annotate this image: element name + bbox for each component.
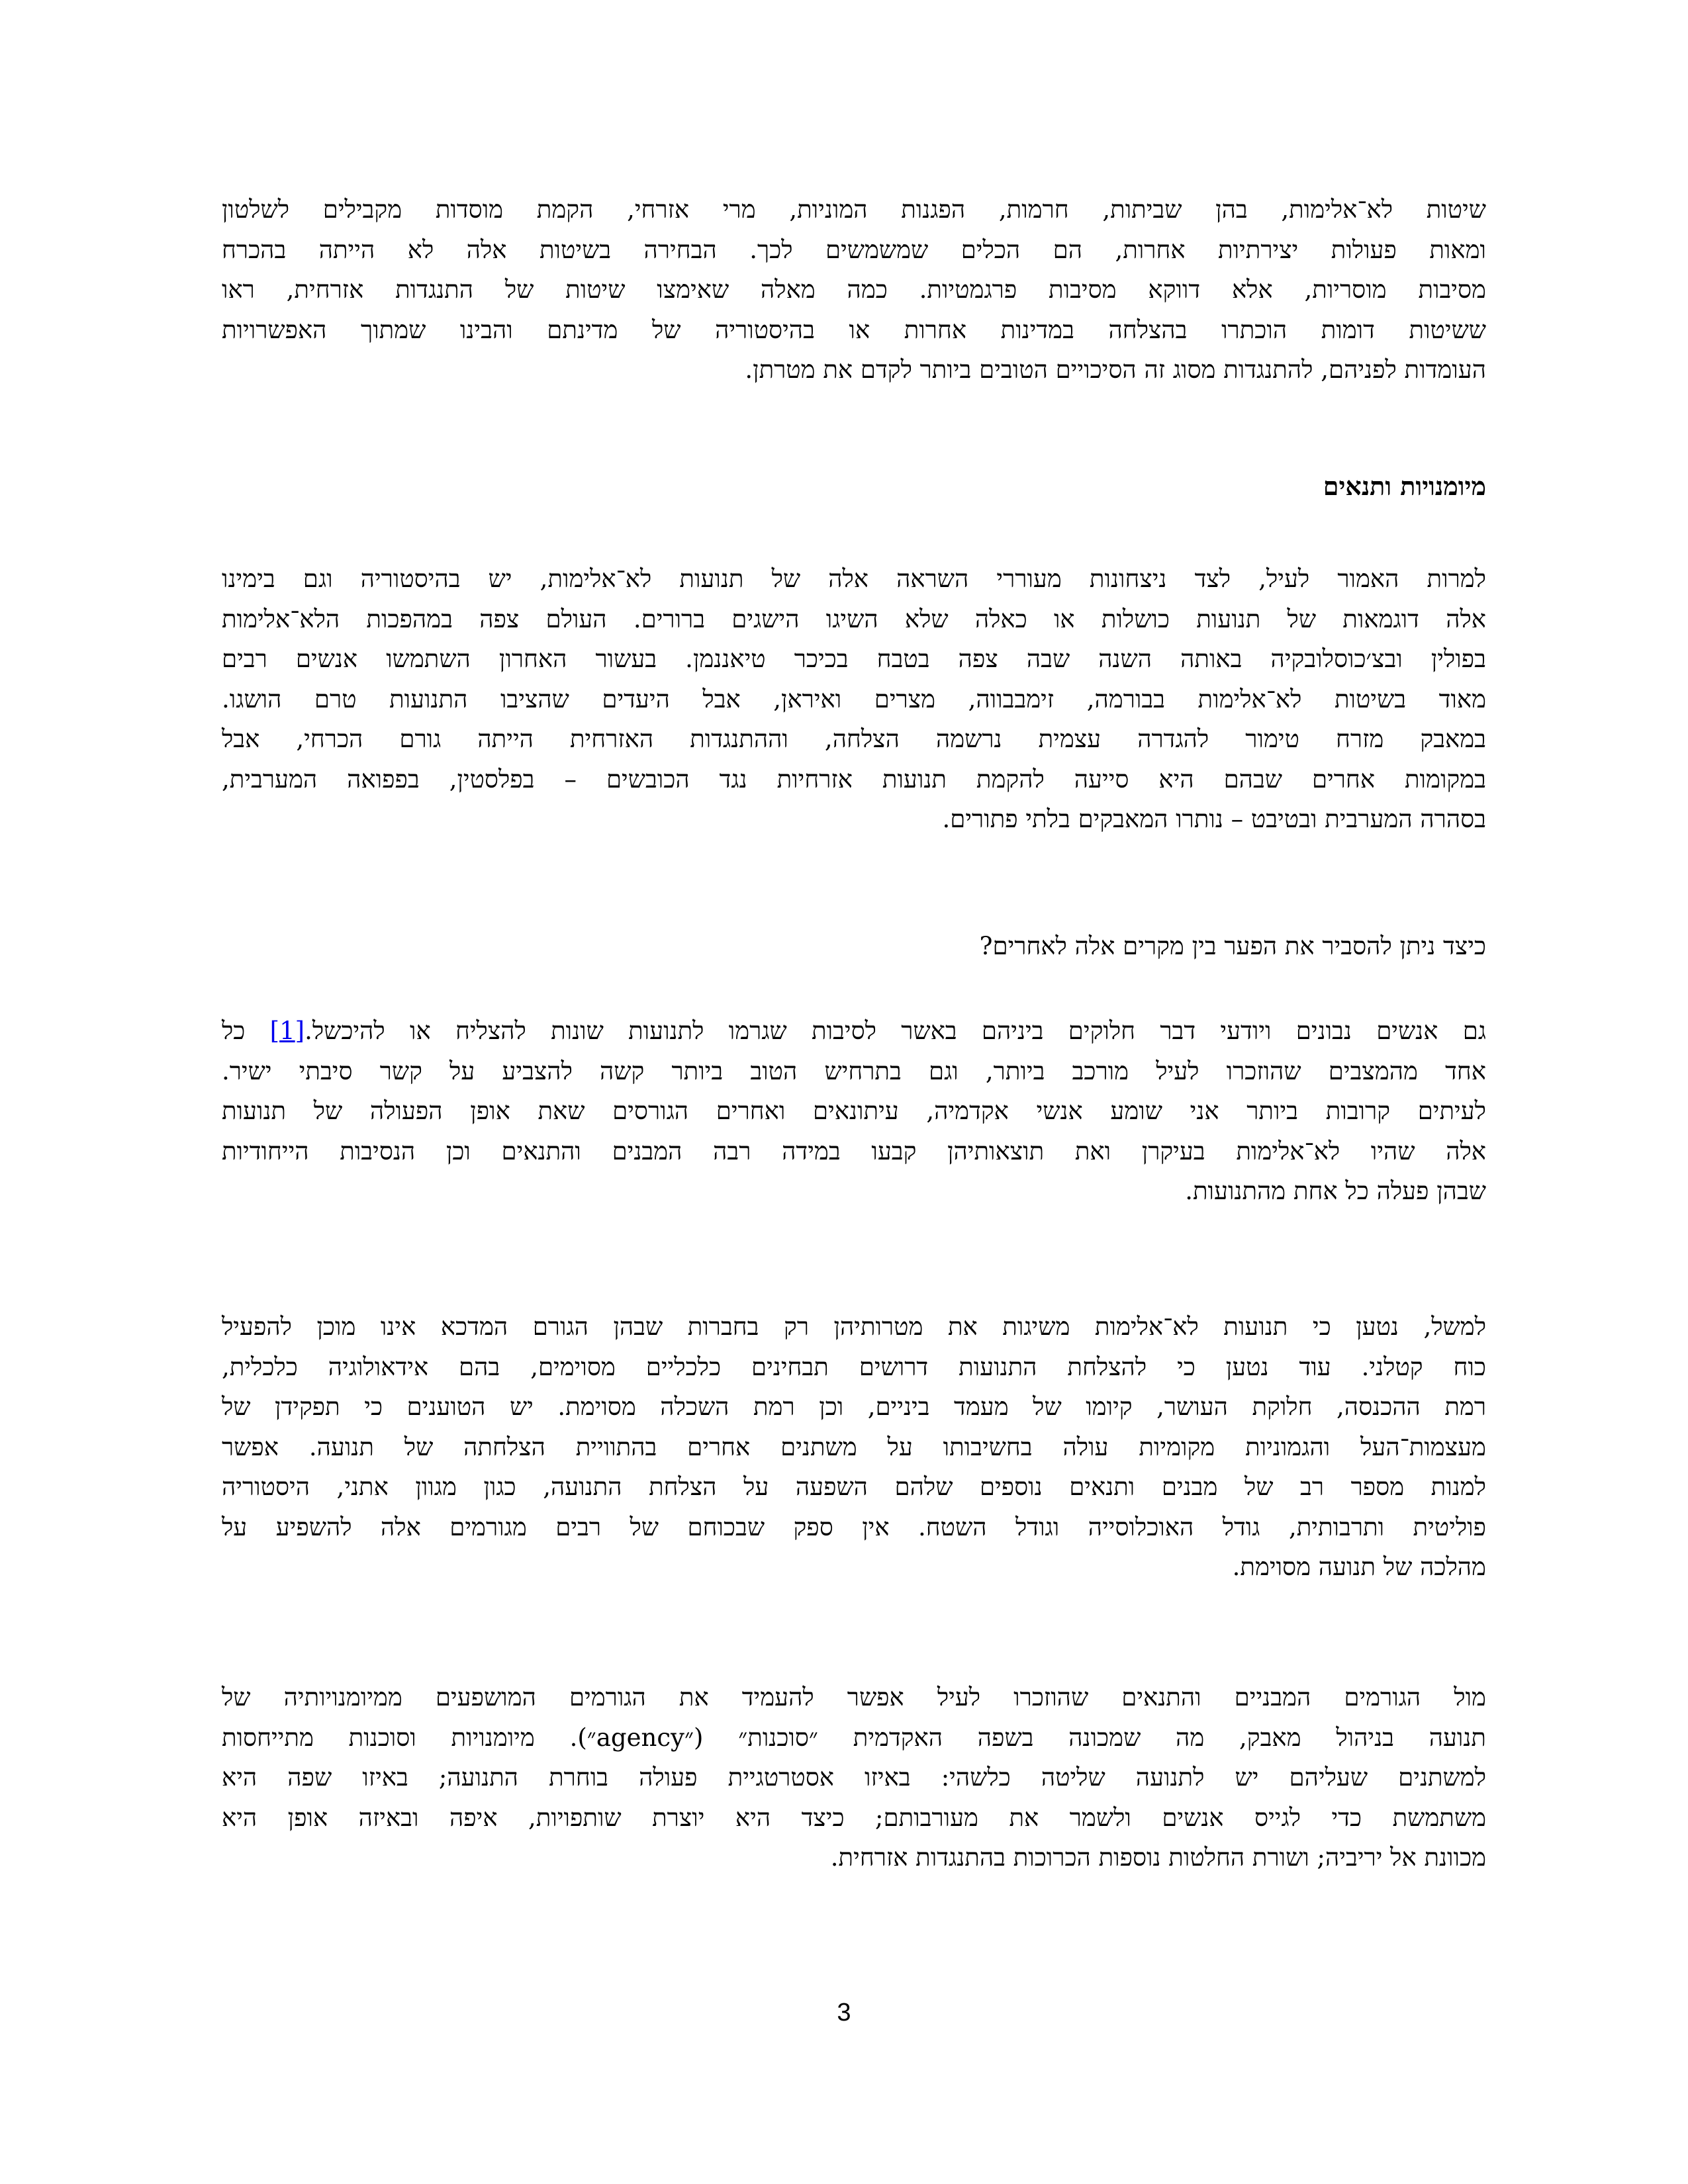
paragraph-line: העומדות לפניהם, להתנגדות מסוג זה הסיכויים הטובים ביותר לקדם את מטרתן. <box>745 355 1486 384</box>
paragraph-line <box>222 1011 1486 1052</box>
paragraph-line: משתמשת כדי לגייס אנשים ולשמר את מעורבותם; כיצד היא יוצרת שותפויות, איפה ובאיזה אופן היא <box>222 1803 1486 1832</box>
paragraph-line: ששיטות דומות הוכתרו בהצלחה במדינות אחרות או בהיסטוריה של מדינתם והבינו שמתוך האפשרויות <box>222 315 1486 344</box>
paragraph-line: למרות האמור לעיל, לצד ניצחונות מעוררי השראה אלה של תנועות לא־אלימות, יש בהיסטוריה וגם בימינו <box>222 565 1486 593</box>
paragraph-line: אחד מהמצבים שהוזכרו לעיל מורכב ביותר, וגם בתרחיש הטוב ביותר קשה להצביע על קשר סיבתי ישיר. <box>222 1056 1486 1085</box>
paragraph-line: לעיתים קרובות ביותר אני שומע אנשי אקדמיה, עיתונאים ואחרים הגורסים שאת אופן הפעולה של תנועות <box>222 1097 1486 1125</box>
paragraph-line: מאוד בשיטות לא־אלימות בבורמה, זימבבווה, מצרים ואיראן, אבל היעדים שהציבו התנועות טרם הושגו. <box>222 684 1486 713</box>
paragraph-line: בסהרה המערבית ובטיבט – נותרו המאבקים בלתי פתורים. <box>942 805 1486 833</box>
paragraph-5 <box>222 1678 1486 1878</box>
paragraph-1 <box>222 190 1486 390</box>
section-heading: מיומנויות ותנאים <box>1323 471 1486 501</box>
paragraph-line: תנועה בניהול מאבק, מה שמכונה בשפה האקדמית ״סוכנות״ (״agency״). מיומנויות וסוכנות מתייחסות <box>222 1723 1486 1752</box>
paragraph-line: אלה שהיו לא־אלימות בעיקרן ואת תוצאותיהן קבעו במידה רבה המבנים והתנאים וכן הנסיבות הייחודיות <box>222 1136 1486 1165</box>
paragraph-line: רמת ההכנסה, חלוקת העושר, קיומו של מעמד ביניים, וכן רמת השכלה מסוימת. יש הטוענים כי תפקידן של <box>222 1392 1486 1421</box>
paragraph-line: ומאות פעולות יצירתיות אחרות, הם הכלים שמשמשים לכך. הבחירה בשיטות אלה לא הייתה בהכרח <box>222 235 1486 264</box>
paragraph-line: מהלכה של תנועה מסוימת. <box>1232 1553 1486 1581</box>
paragraph-line: בפולין ובצ׳כוסלובקיה באותה השנה שבה צפה בטבח בכיכר טיאננמן. בעשור האחרון השתמשו אנשים רבים <box>222 645 1486 673</box>
paragraph-4 <box>222 1307 1486 1588</box>
paragraph-line: למנות מספר רב של מבנים ותנאים נוספים שלהם השפעה על הצלחת התנועה, כגון מגוון אתני, היסטוריה <box>222 1473 1486 1501</box>
paragraph-text: כל <box>222 1017 270 1045</box>
paragraph-line: אלה דוגמאות של תנועות כושלות או כאלה שלא השיגו הישגים ברורים. העולם צפה במהפכות הלא־אלימות <box>222 604 1486 633</box>
page-number: 3 <box>837 1999 851 2026</box>
paragraph-3 <box>222 1011 1486 1212</box>
paragraph-line: שבהן פעלה כל אחת מהתנועות. <box>1185 1177 1486 1205</box>
footnote-link[interactable]: [1] <box>269 1017 305 1045</box>
paragraph-line: פוליטית ותרבותית, גודל האוכלוסייה וגודל השטח. אין ספק שבכוחם של רבים מגורמים אלה להשפיע על <box>222 1512 1486 1541</box>
paragraph-line: כוח קטלני. עוד נטען כי להצלחת התנועות דרושים תבחינים כלכליים מסוימים, בהם אידאולוגיה כלכלית, <box>222 1352 1486 1381</box>
paragraph-text: גם אנשים נבונים ויודעי דבר חלוקים ביניהם באשר לסיבות שגרמו לתנועות שונות להצליח או להיכשל. <box>305 1017 1486 1045</box>
paragraph-line: למשל, נטען כי תנועות לא־אלימות משיגות את מטרותיהן רק בחברות שבהן הגורם המדכא אינו מוכן להפעיל <box>222 1312 1486 1341</box>
paragraph-line: שיטות לא־אלימות, בהן שביתות, חרמות, הפגנות המוניות, מרי אזרחי, הקמת מוסדות מקבילים לשלטון <box>222 195 1486 224</box>
paragraph-line: מסיבות מוסריות, אלא דווקא מסיבות פרגמטיות. כמה מאלה שאימצו שיטות של התנגדות אזרחית, ראו <box>222 275 1486 304</box>
paragraph-2 <box>222 559 1486 840</box>
paragraph-line: מול הגורמים המבניים והתנאים שהוזכרו לעיל אפשר להעמיד את הגורמים המושפעים ממיומנויותיה של <box>222 1683 1486 1711</box>
paragraph-line: מכוונת אל יריביה; ושורת החלטות נוספות הכרוכות בהתנגדות אזרחית. <box>830 1843 1486 1872</box>
paragraph-line: במאבק מזרח טימור להגדרה עצמית נרשמה הצלחה, וההתנגדות האזרחית הייתה גורם הכרחי, אבל <box>222 725 1486 753</box>
question-text: כיצד ניתן להסביר את הפער בין מקרים אלה לאחרים? <box>979 932 1486 960</box>
paragraph-line: במקומות אחרים שבהם היא סייעה להקמת תנועות אזרחיות נגד הכובשים – בפלסטין, בפפואה המערבית, <box>222 764 1486 794</box>
paragraph-line: מעצמות־העל והגמוניות מקומיות עולה בחשיבותו על משתנים אחרים בהתוויית הצלחתה של תנועה. אפשר <box>222 1432 1486 1461</box>
paragraph-line: למשתנים שעליהם יש לתנועה שליטה כלשהי: באיזו אסטרטגיית פעולה בוחרת התנועה; באיזו שפה היא <box>222 1763 1486 1792</box>
document-page <box>218 0 1489 2184</box>
question-paragraph <box>222 927 1486 967</box>
